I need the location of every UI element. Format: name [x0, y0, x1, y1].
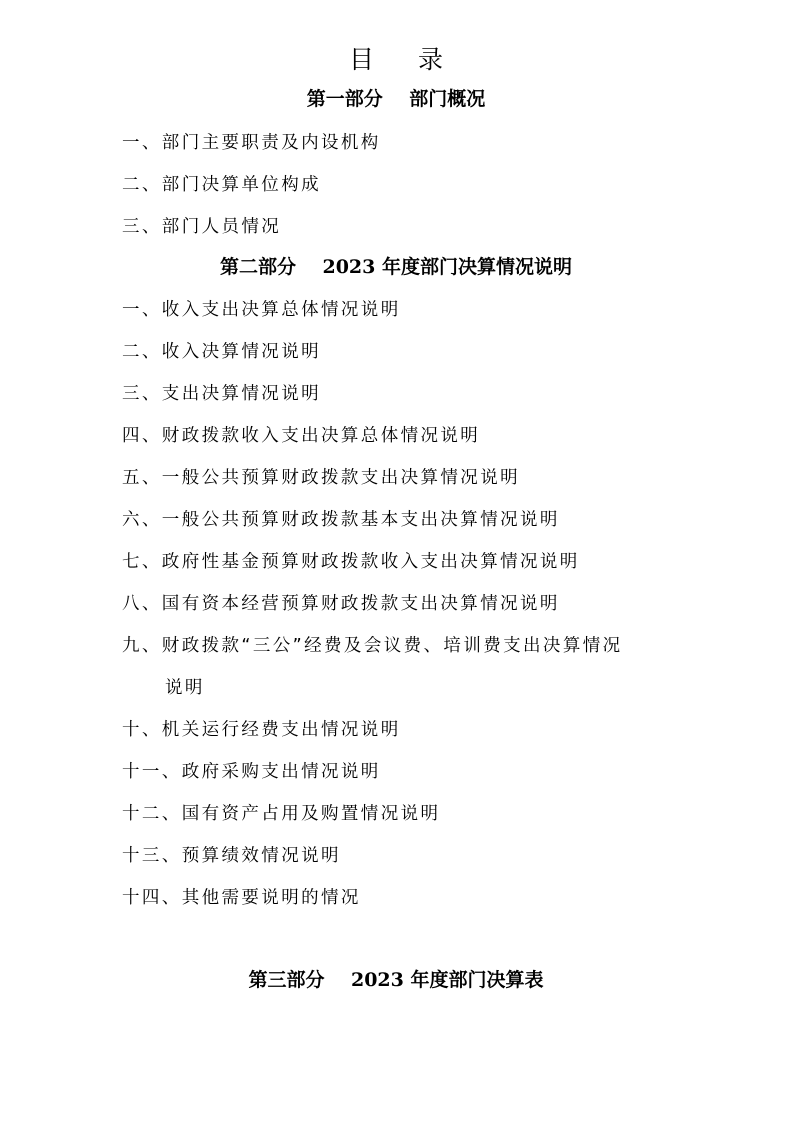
toc-item: 七、政府性基金预算财政拨款收入支出决算情况说明 — [122, 552, 580, 572]
page-title: 目 录 — [349, 45, 461, 74]
toc-item: 二、收入决算情况说明 — [122, 342, 321, 362]
toc-item: 三、支出决算情况说明 — [122, 384, 321, 404]
toc-item: 六、一般公共预算财政拨款基本支出决算情况说明 — [122, 510, 560, 530]
toc-item: 二、部门决算单位构成 — [122, 175, 321, 195]
toc-item: 八、国有资本经营预算财政拨款支出决算情况说明 — [122, 594, 560, 614]
toc-item: 九、财政拨款“三公”经费及会议费、培训费支出决算情况 — [122, 636, 623, 656]
toc-item: 十四、其他需要说明的情况 — [122, 888, 361, 908]
part-2-heading: 第二部分 2023 年度部门决算情况说明 — [220, 256, 572, 278]
toc-item: 十三、预算绩效情况说明 — [122, 846, 341, 866]
part-3-heading: 第三部分 2023 年度部门决算表 — [248, 969, 544, 991]
toc-item: 十、机关运行经费支出情况说明 — [122, 720, 401, 740]
part-1-heading: 第一部分 部门概况 — [306, 88, 486, 110]
toc-item: 五、一般公共预算财政拨款支出决算情况说明 — [122, 468, 520, 488]
toc-item-continuation: 说明 — [165, 678, 205, 698]
toc-item: 三、部门人员情况 — [122, 217, 282, 237]
toc-item: 一、收入支出决算总体情况说明 — [122, 300, 401, 320]
toc-item: 四、财政拨款收入支出决算总体情况说明 — [122, 426, 481, 446]
toc-item: 十二、国有资产占用及购置情况说明 — [122, 804, 441, 824]
toc-item: 十一、政府采购支出情况说明 — [122, 762, 381, 782]
toc-item: 一、部门主要职责及内设机构 — [122, 133, 381, 153]
